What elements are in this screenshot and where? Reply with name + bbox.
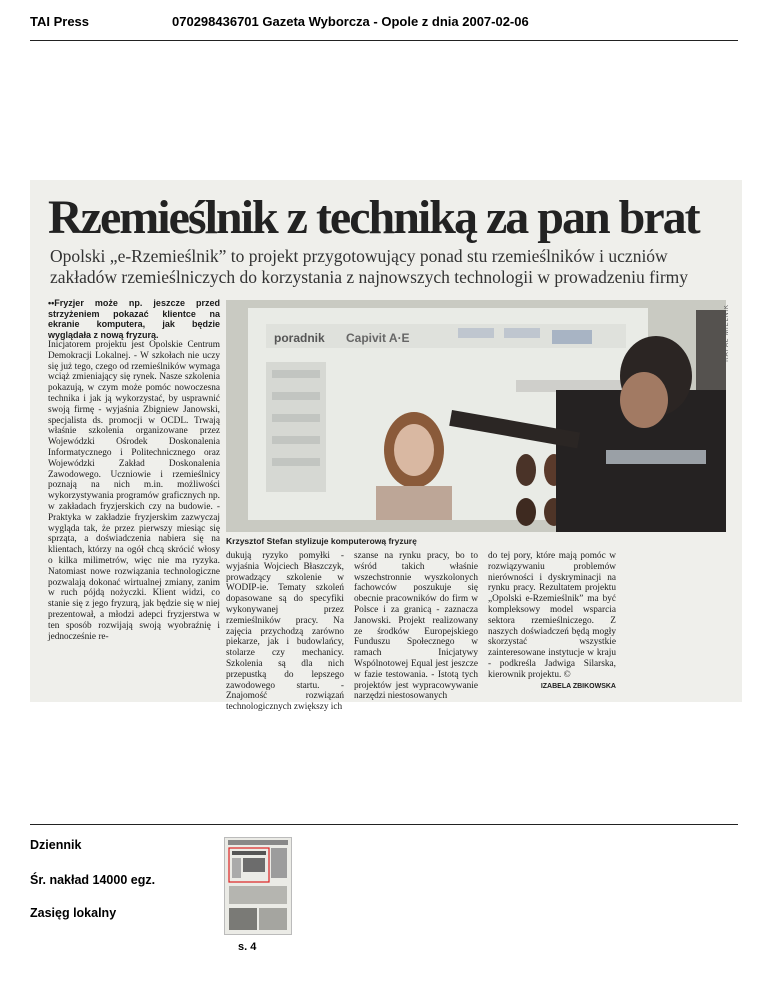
article-headline: Rzemieślnik z techniką za pan brat: [48, 191, 699, 244]
agency-name: TAI Press: [30, 14, 90, 29]
article-column-1: [48, 298, 220, 642]
photo-credit: RAFAŁ MIELNIK: [724, 304, 730, 362]
publication-info: 070298436701 Gazeta Wyborcza - Opole z dnia 2007-02-06: [172, 14, 529, 29]
page-thumbnail: [224, 837, 292, 935]
article-column-3: [354, 551, 478, 702]
range: Zasięg lokalny: [30, 906, 117, 920]
header-divider: [30, 40, 738, 41]
article-column-4: [488, 551, 616, 692]
article-column-2: [226, 551, 344, 713]
article-deck: Opolski „e-Rzemieślnik” to projekt przygotowujący ponad stu rzemieślników i uczniów zakładów rzemieślniczych do korzystania z najnowszych technologii w prowadzeniu firmy: [50, 246, 689, 287]
article-clipping: [30, 180, 742, 713]
article-lead: ••Fryzjer może np. jeszcze przed strzyżeniem pokazać klientce na ekranie komputera, jak będzie wyglądała z nową fryzurą.: [48, 298, 220, 340]
page-thumbnail-image: [225, 838, 291, 934]
publication-type: Dziennik: [30, 838, 82, 852]
footer-divider: [30, 824, 738, 825]
column-4-text: do tej pory, które mają pomóc w rozwiązywaniu problemów nierówności i dyskryminacji na rynku pracy. Rezultatem projektu „Opolski e-Rzemieślnik” ma być kompleksowy model wsparcia sektora rzemieślniczego. Z naszych doświadczeń będą mogły skorzystać wszystkie zainteresowane instytucje w kraju - podkreśla Jadwiga Silarska, kierownik projektu. ©: [488, 551, 616, 680]
press-header: [30, 14, 738, 34]
article-signature: IZABELA ZBIKOWSKA: [540, 682, 616, 690]
column-3-text: szanse na rynku pracy, bo to wśród takich właśnie wszechstronnie wyszkolonych fachowców poszukuje się obecnie pracowników do firm w Polsce i za granicą - zaznacza Janowski. Projekt realizowany ze środków Europejskiego Funduszu Społecznego w ramach Inicjatywy Wspólnotowej Equal jest jeszcze w fazie testowania. - Istotą tych projektów jest wypracowywanie narzędzi niestosowanych: [354, 551, 478, 702]
screen-app-text: Capivit A·E: [346, 331, 410, 345]
screen-brand-text: poradnik: [274, 331, 325, 345]
column-1-text: Inicjatorem projektu jest Opolskie Centrum Demokracji Lokalnej. - W szkołach nie uczy się już tego, czego od rzemieślników wymaga wciąż zmieniający się rynek. Nasze szkolenia pokazują, w czym może pomóc nowoczesna technika i jak ją wykorzystać, by usprawnić swoją firmę - wyjaśnia Zbigniew Janowski, specjalista ds. promocji w OCDL. Trwają właśnie szkolenia organizowane przez Wojewódzki Ośrodek Doskonalenia Informatycznego i Politechnicznego oraz Wojewódzki Zakład Doskonalenia Zawodowego. Uczniowie i rzemieślnicy poznają na nich m.in. możliwości wykorzystywania programów graficznych np. w zakładach fryzjerskich czy na budowie. - Praktyka w zakładzie fryzjerskim zazwyczaj wygląda tak, że przez pierwszy miesiąc się sprząta, a doświadczenia nabiera się na klientach, którzy na ogół chcą skrócić włosy o kilka milimetrów, więc nie ma ryzyka. Natomiast nowe rozwiązania technologiczne pozwalają dokonać wirtualnej zmiany, zanim w ruch pójdą nożyczki. Klient widzi, co stanie się z jego fryzurą, jak będzie się w niej prezentował, a młodzi adepci fryzjerstwa w ten sposób rozwijają swoją wyobraźnię i jednocześnie re-: [48, 340, 220, 642]
photo-illustration: [226, 300, 726, 532]
circulation: Śr. nakład 14000 egz.: [30, 873, 156, 887]
photo-caption: Krzysztof Stefan stylizuje komputerową fryzurę: [226, 536, 417, 546]
article-photo: [226, 300, 726, 532]
page-number: s. 4: [238, 941, 257, 953]
column-2-text: dukują ryzyko pomyłki - wyjaśnia Wojciech Błaszczyk, prowadzący szkolenie w WODIP-ie. Tematy szkoleń dopasowane są do specyfiki wykonywanej przez rzemieślników pracy. Na zajęcia przychodzą zarówno piekarze, jak i budowlańcy, stolarze czy mechanicy. Szkolenia są dla nich przepustką do lepszego zawodowego startu. - Znajomość rozwiązań technologicznych zwiększy ich: [226, 551, 344, 713]
